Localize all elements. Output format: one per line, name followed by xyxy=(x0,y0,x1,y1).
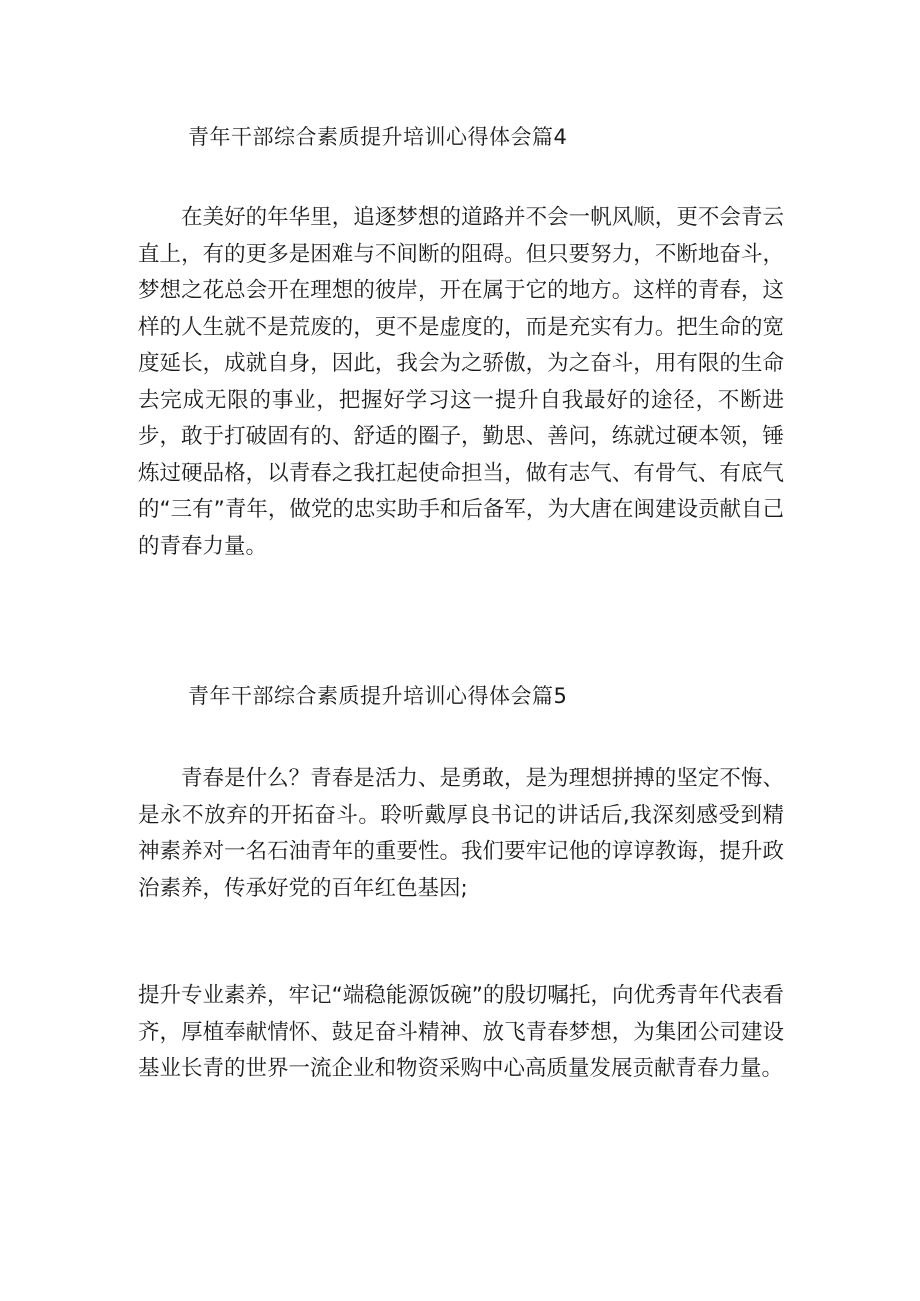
section-5-paragraph-1: 青春是什么？青春是活力、是勇敢，是为理想拼搏的坚定不悔、是永不放弃的开拓奋斗。聆听戴厚良书记的讲话后,我深刻感受到精神素养对一名石油青年的重要性。我们要牢记他的谆谆教诲，提升政治素养，传承好党的百年红色基因; xyxy=(138,766,784,901)
section-heading-5: 青年干部综合素质提升培训心得体会篇5 xyxy=(188,684,568,708)
section-4-paragraph: 在美好的年华里，追逐梦想的道路并不会一帆风顺，更不会青云直上，有的更多是困难与不间断的阻碍。但只要努力，不断地奋斗，梦想之花总会开在理想的彼岸，开在属于它的地方。这样的青春，这样的人生就不是荒废的，更不是虚度的，而是充实有力。把生命的宽度延长，成就自身，因此，我会为之骄傲，为之奋斗，用有限的生命去完成无限的事业，把握好学习这一提升自我最好的途径，不断进步，敢于打破固有的、舒适的圈子，勤思、善问，练就过硬本领，锤炼过硬品格，以青春之我扛起使命担当，做有志气、有骨气、有底气的“三有”青年，做党的忠实助手和后备军，为大唐在闽建设贡献自己的青春力量。 xyxy=(138,205,784,559)
section-5-paragraph-2: 提升专业素养，牢记“端稳能源饭碗”的殷切嘱托，向优秀青年代表看齐，厚植奉献情怀、鼓足奋斗精神、放飞青春梦想，为集团公司建设基业长青的世界一流企业和物资采购中心高质量发展贡献青春力量。 xyxy=(138,983,784,1081)
section-heading-4: 青年干部综合素质提升培训心得体会篇4 xyxy=(188,125,568,149)
